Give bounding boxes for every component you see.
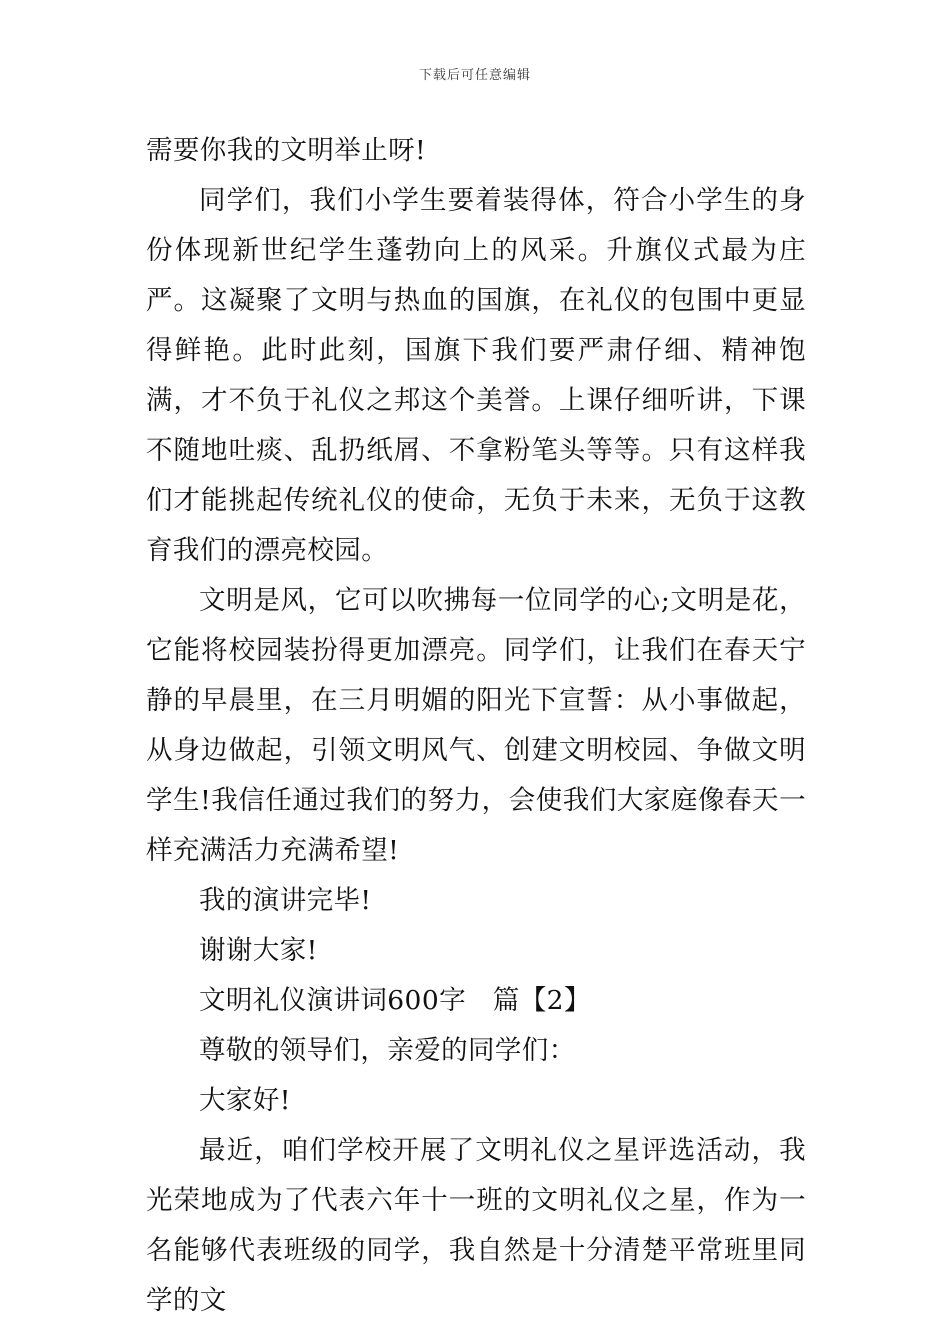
paragraph-4: 我的演讲完毕! xyxy=(199,885,372,916)
section-heading: 文明礼仪演讲词600字 篇【2】 xyxy=(199,985,591,1016)
paragraph-1: 需要你我的文明举止呀! xyxy=(146,135,427,166)
paragraph-greeting: 大家好! xyxy=(199,1085,291,1116)
paragraph-5: 谢谢大家! xyxy=(199,935,318,966)
paragraph-2: 同学们，我们小学生要着装得体，符合小学生的身份体现新世纪学生蓬勃向上的风采。升旗仪式最为庄严。这凝聚了文明与热血的国旗，在礼仪的包围中更显得鲜艳。此时此刻，国旗下我们要严肃仔细、精神饱满，才不负于礼仪之邦这个美誉。上课仔细听讲，下课不随地吐痰、乱扔纸屑、不拿粉笔头等等。只有这样我们才能挑起传统礼仪的使命，无负于未来，无负于这教育我们的漂亮校园。 xyxy=(146,185,806,566)
paragraph-salutation: 尊敬的领导们，亲爱的同学们： xyxy=(199,1035,576,1066)
page-header: 下载后可任意编辑 xyxy=(418,68,531,83)
paragraph-3: 文明是风，它可以吹拂每一位同学的心;文明是花，它能将校园装扮得更加漂亮。同学们，让我们在春天宁静的早晨里，在三月明媚的阳光下宣誓：从小事做起，从身边做起，引领文明风气、创建文明校园、争做文明学生!我信任通过我们的努力，会使我们大家庭像春天一样充满活力充满希望! xyxy=(146,585,806,866)
document-body xyxy=(146,126,806,1326)
paragraph-9: 最近，咱们学校开展了文明礼仪之星评选活动，我光荣地成为了代表六年十一班的文明礼仪之星，作为一名能够代表班级的同学，我自然是十分清楚平常班里同学的文 xyxy=(146,1135,806,1316)
